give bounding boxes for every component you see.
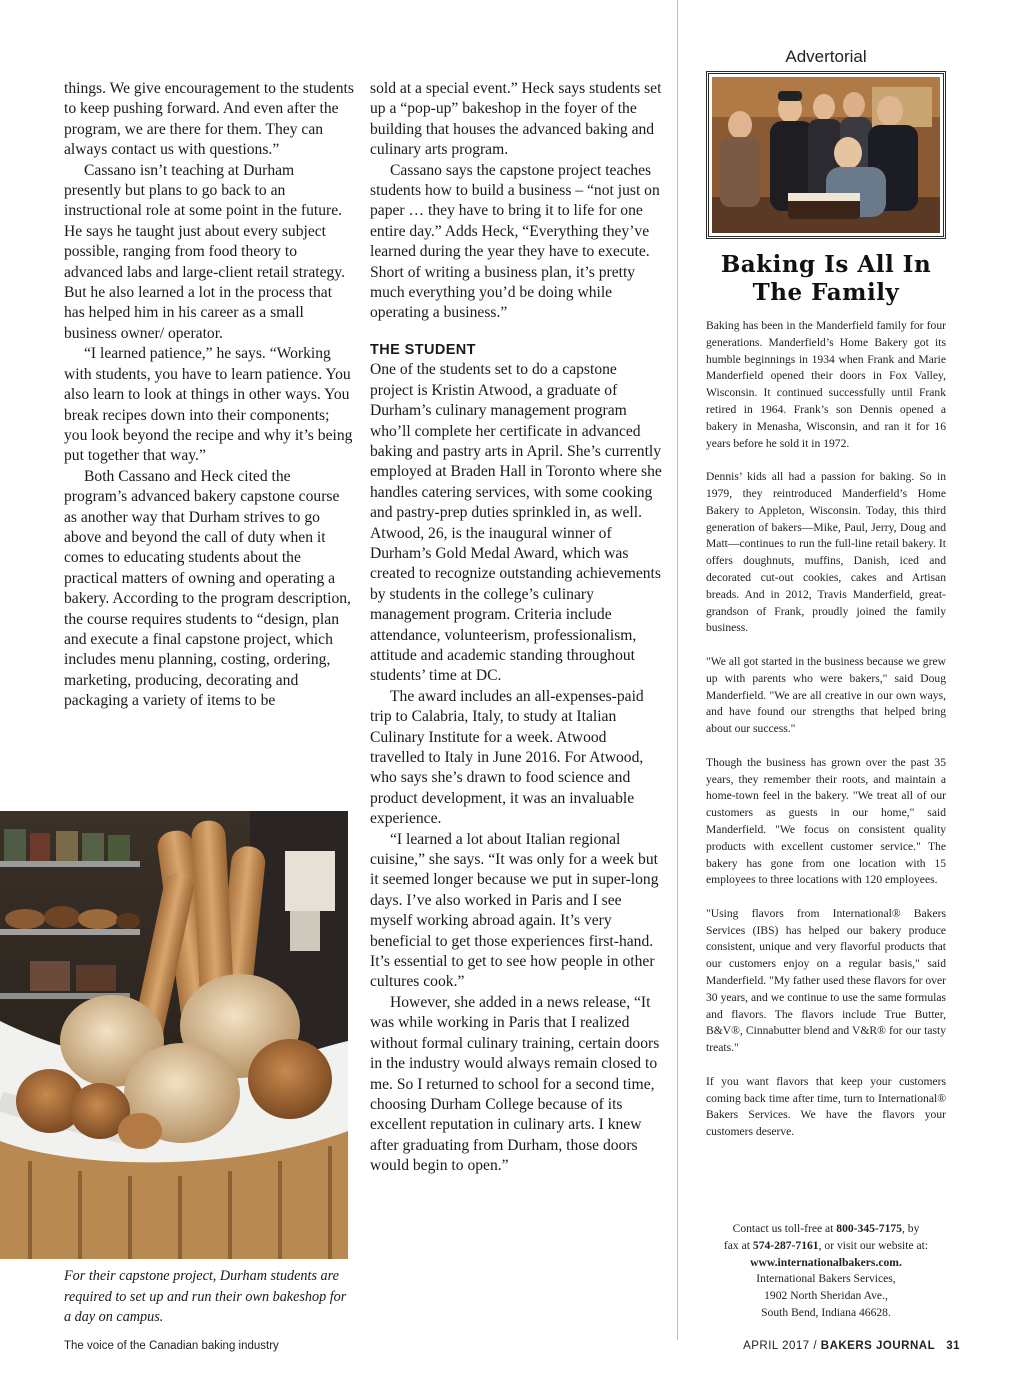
contact-fax-line xyxy=(706,1238,946,1255)
page-number: 31 xyxy=(946,1340,960,1352)
advertorial-contact xyxy=(706,1221,946,1322)
advertorial-paragraph: Baking has been in the Manderfield family for four generations. Manderfield’s Home Bakery got its humble beginnings in 1934 when Frank and Marie Manderfield opened their doors in Fox Valley, Wisconsin. It continued successfully until Frank retired in 1964. Frank’s son Dennis opened a bakery in Menasha, Wisconsin, and ran it for 16 years before he sold it in 1972. xyxy=(706,319,946,450)
photo-caption: For their capstone project, Durham students are required to set up and run their own bakeshop for a day on campus. xyxy=(64,1268,347,1325)
website-link[interactable] xyxy=(706,1255,946,1272)
company-name: International Bakers Services, xyxy=(756,1272,896,1286)
article-paragraph: The award includes an all-expenses-paid trip to Calabria, Italy, to study at Italian Culinary Institute for a week. Atwood travelled to Italy in June 2016. For Atwood, who says she’s drawn to food science and product development, it was an invaluable experience. xyxy=(370,687,644,828)
footer-magazine: BAKERS JOURNAL xyxy=(820,1340,936,1352)
contact-text: Contact us toll-free at xyxy=(732,1222,837,1235)
article-paragraph: Both Cassano and Heck cited the program’s advanced bakery capstone course as another way that Durham strives to go above and beyond the call of duty when it comes to educating students about the practical matters of owning and operating a bakery. According to the program description, the course requires students to “design, plan and execute a final capstone project, which includes menu planning, costing, ordering, marketing, producing, decorating and packaging a variety of items to be xyxy=(64,467,351,710)
website-text: www.internationalbakers.com. xyxy=(750,1255,902,1269)
article-column-1 xyxy=(64,79,354,712)
contact-text: , or visit our website at: xyxy=(818,1238,929,1252)
article-paragraph: “I learned patience,” he says. “Working with students, you have to learn patience. You also learn to look at things in other ways. You break recipes down into their components; you look beyond the recipe and why it’s being put together that way.” xyxy=(64,345,353,465)
column-divider xyxy=(677,0,678,1340)
family-photo-frame xyxy=(706,71,946,239)
footer-folio xyxy=(743,1340,960,1352)
advertorial-paragraph: Though the business has grown over the past 35 years, they remember their roots, and maintain a home-town feel in the bakery. "We treat all of our customers as guests in our home," said Manderfield. "We focus on consistent quality products with excellent customer service." The bakery has gone from one location with 15 employees to three locations with 120 employees. xyxy=(706,755,946,887)
article-paragraph: Cassano isn’t teaching at Durham presently but plans to go back to an instructional role at some point in the future. He says he taught just about every subject possible, ranging from food theory to advanced labs and large-client retail strategy. But he also learned a lot in the process that has helped him in his career as a small business owner/ operator. xyxy=(64,161,345,342)
article-paragraph: One of the students set to do a capstone project is Kristin Atwood, a graduate of Durham’s culinary management program who’ll complete her certificate in advanced baking and pastry arts in April. She’s currently employed at Braden Hall in Toronto where she handles catering services, with some cooking and pastry-prep duties sprinkled in, as well. Atwood, 26, is the inaugural winner of Durham’s Gold Medal Award, which was created to recognize outstanding achievements by students in the college’s culinary management program. Criteria include attendance, volunteerism, professionalism, attitude and academic standing throughout students’ time at DC. xyxy=(370,361,662,685)
article-paragraph: However, she added in a news release, “It was while working in Paris that I realized without formal culinary training, certain doors in the industry would always remain closed to me. So I returned to school for a second time, choosing Durham College because of its excellent reputation in culinary arts. I knew after graduating from Durham, those doors would begin to open.” xyxy=(370,993,660,1175)
advertorial-paragraph: Dennis’ kids all had a passion for baking. So in 1979, they reintroduced Manderfield’s Home Bakery to Appleton, Wisconsin. Today, this third generation of bakers—Mike, Paul, Jerry, Doug and Matt—continues to run the full-line retail bakery. It offers doughnuts, muffins, Danish, iced and decorated cut-out cookies, cakes and Artisan breads. And in 2012, Travis Manderfield, great-grandson of Frank, proudly joined the family business. xyxy=(706,470,946,635)
city-address: South Bend, Indiana 46628. xyxy=(761,1305,891,1319)
phone-number: 800-345-7175 xyxy=(836,1222,902,1235)
article-paragraph: sold at a special event.” Heck says students set up a “pop-up” bakeshop in the foyer of the building that houses the advanced baking and culinary arts program. xyxy=(370,80,662,159)
advertorial-label: Advertorial xyxy=(785,47,867,66)
bread-basket-photo xyxy=(0,811,348,1259)
advertorial-paragraph: If you want flavors that keep your customers coming back time after time, turn to International® Bakers Services. We have the flavors your customers deserve. xyxy=(706,1074,946,1139)
article-paragraph: Cassano says the capstone project teaches students how to build a business – “not just on paper … they have to bring it to life for one entire day.” Adds Heck, “Everything they’ve learned during the year they have to execute. Short of writing a business plan, it’s pretty much everything you’d be doing while operating a business.” xyxy=(370,161,660,322)
footer-issue: APRIL 2017 / xyxy=(743,1340,821,1352)
street-address: 1902 North Sheridan Ave., xyxy=(764,1289,888,1303)
article-column-2 xyxy=(370,79,662,1177)
fax-number: 574-287-7161 xyxy=(752,1238,819,1252)
contact-text: , by xyxy=(901,1222,920,1235)
advertorial-paragraph: "We all got started in the business because we grew up with parents who were bakers," said Doug Manderfield. "We are all creative in our own ways, and have found our strengths that helped bring about our success." xyxy=(706,654,946,736)
advertorial-title: Baking Is All In The Family xyxy=(720,251,932,306)
advertorial-body xyxy=(706,318,946,1158)
footer-tagline: The voice of the Canadian baking industry xyxy=(64,1340,279,1352)
family-photo xyxy=(712,77,940,233)
article-paragraph: things. We give encouragement to the students to keep pushing forward. And even after the program, we are there for them. They can always contact us with questions.” xyxy=(64,80,354,159)
contact-phone-line xyxy=(706,1221,946,1238)
contact-text: fax at xyxy=(723,1238,753,1252)
section-subhead: THE STUDENT xyxy=(370,341,476,358)
advertorial-paragraph: "Using flavors from International® Bakers Services (IBS) has helped our bakery produce consistent, unique and very flavorful products that our customers enjoy on a regular basis," said Manderfield. "My father used these flavors for over 30 years, and we continue to use the same formulas and flavors. The flavors include True Butter, B&V®, Cinnabutter blend and V&R® for our tasty treats." xyxy=(706,906,946,1055)
article-paragraph: “I learned a lot about Italian regional cuisine,” she says. “It was only for a week but it seemed longer because we put in super-long days. I’ve also worked in Paris and I see myself working abroad again. It’s very beneficial to get those experiences first-hand. It’s essential to get to see how people in other cultures cook.” xyxy=(370,830,659,991)
